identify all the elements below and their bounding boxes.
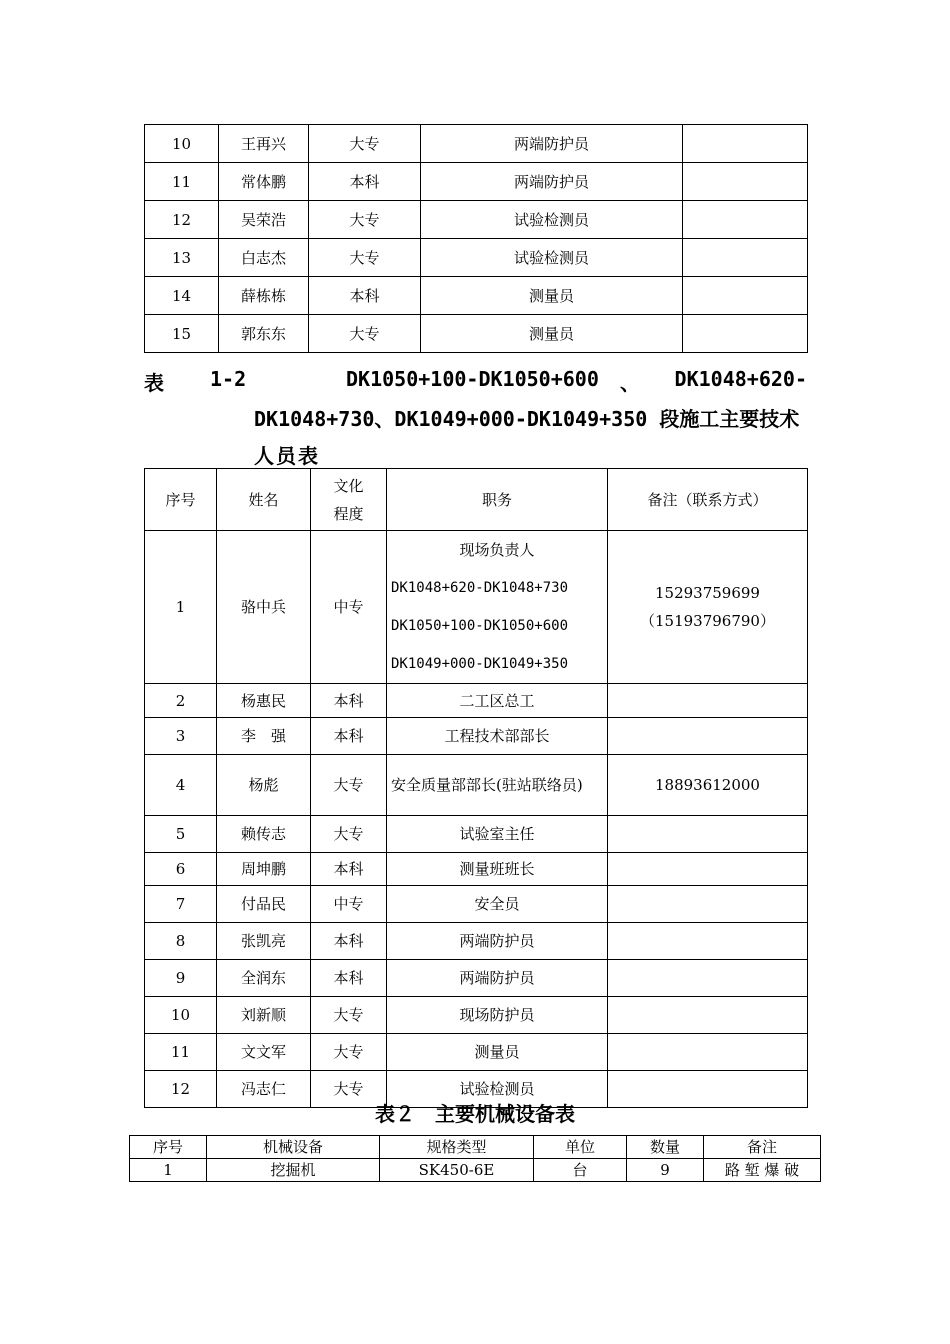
cell-education: 大专 <box>309 125 421 163</box>
cell-role: 两端防护员 <box>421 163 683 201</box>
cell-name: 刘新顺 <box>217 997 311 1034</box>
cell-note <box>608 1034 808 1071</box>
cell-education: 大专 <box>311 1071 387 1108</box>
header-cell: 数量 <box>627 1136 704 1159</box>
cell-name: 杨彪 <box>217 755 311 816</box>
header-education-line2: 程度 <box>333 504 364 523</box>
cell-role: 测量员 <box>421 315 683 353</box>
caption-number: 1-2 <box>210 367 247 391</box>
cell-no: 15 <box>145 315 219 353</box>
table-header-row <box>145 469 808 531</box>
cell-note <box>608 718 808 755</box>
header-role: 职务 <box>387 469 608 531</box>
table-row <box>145 923 808 960</box>
cell-education: 大专 <box>311 816 387 853</box>
cell-no: 12 <box>145 1071 217 1108</box>
table-1-2-caption-line1 <box>144 367 807 397</box>
cell-role: 两端防护员 <box>387 960 608 997</box>
header-cell: 备注 <box>704 1136 821 1159</box>
equipment-table <box>129 1135 821 1182</box>
cell-education: 本科 <box>309 277 421 315</box>
table-row <box>145 531 808 684</box>
cell-note <box>608 923 808 960</box>
cell-name: 全润东 <box>217 960 311 997</box>
header-cell: 序号 <box>130 1136 207 1159</box>
table-row <box>145 163 808 201</box>
cell-note <box>608 684 808 718</box>
cell-note <box>608 853 808 886</box>
cell-no: 4 <box>145 755 217 816</box>
table-1-2-caption-line2: DK1048+730、DK1049+000-DK1049+350 段施工主要技术 <box>254 407 800 431</box>
personnel-table-continued <box>144 124 808 353</box>
cell-role: 试验检测员 <box>387 1071 608 1108</box>
cell-role: 测量员 <box>421 277 683 315</box>
header-no: 序号 <box>145 469 217 531</box>
cell-role: 试验室主任 <box>387 816 608 853</box>
cell-note: 18893612000 <box>608 755 808 816</box>
table-row <box>145 315 808 353</box>
cell-role <box>387 531 608 684</box>
phone-number-alt: （15193796790） <box>640 612 775 630</box>
table-cell: 台 <box>534 1159 627 1182</box>
cell-education: 本科 <box>311 960 387 997</box>
cell-education: 本科 <box>311 684 387 718</box>
header-education <box>311 469 387 531</box>
role-line: DK1049+000-DK1049+350 <box>391 656 569 672</box>
cell-name: 张凯亮 <box>217 923 311 960</box>
cell-name: 薛栋栋 <box>219 277 309 315</box>
table-row <box>145 755 808 816</box>
header-education-line1: 文化 <box>333 476 364 495</box>
cell-education: 中专 <box>311 531 387 684</box>
cell-name: 付品民 <box>217 886 311 923</box>
table-row <box>145 997 808 1034</box>
cell-note <box>683 201 808 239</box>
header-cell: 规格类型 <box>380 1136 534 1159</box>
cell-education: 本科 <box>311 718 387 755</box>
table-row <box>145 1034 808 1071</box>
cell-name: 文文军 <box>217 1034 311 1071</box>
cell-no: 3 <box>145 718 217 755</box>
cell-note <box>683 125 808 163</box>
cell-no: 6 <box>145 853 217 886</box>
cell-name: 周坤鹏 <box>217 853 311 886</box>
cell-role: 试验检测员 <box>421 201 683 239</box>
cell-no: 11 <box>145 1034 217 1071</box>
cell-no: 1 <box>145 531 217 684</box>
cell-name: 郭东东 <box>219 315 309 353</box>
cell-no: 11 <box>145 163 219 201</box>
cell-role: 两端防护员 <box>387 923 608 960</box>
cell-note <box>608 960 808 997</box>
cell-note <box>683 315 808 353</box>
header-note: 备注（联系方式） <box>608 469 808 531</box>
caption-prefix: 表 <box>144 371 166 395</box>
table-row <box>145 816 808 853</box>
cell-name: 赖传志 <box>217 816 311 853</box>
caption-range-1: DK1050+100-DK1050+600 <box>346 367 599 391</box>
header-name: 姓名 <box>217 469 311 531</box>
cell-no: 10 <box>145 125 219 163</box>
cell-education: 大专 <box>309 239 421 277</box>
table-cell: 9 <box>627 1159 704 1182</box>
cell-no: 2 <box>145 684 217 718</box>
table-row <box>145 125 808 163</box>
cell-name: 王再兴 <box>219 125 309 163</box>
cell-note <box>683 163 808 201</box>
cell-education: 大专 <box>309 201 421 239</box>
table-row <box>145 886 808 923</box>
cell-no: 14 <box>145 277 219 315</box>
cell-name: 常体鹏 <box>219 163 309 201</box>
cell-role: 现场防护员 <box>387 997 608 1034</box>
cell-name: 李 强 <box>217 718 311 755</box>
cell-education: 本科 <box>309 163 421 201</box>
role-line: DK1050+100-DK1050+600 <box>391 618 569 634</box>
header-cell: 机械设备 <box>207 1136 380 1159</box>
role-line: DK1048+620-DK1048+730 <box>391 580 569 596</box>
cell-role: 工程技术部部长 <box>387 718 608 755</box>
cell-education: 本科 <box>311 923 387 960</box>
cell-name: 白志杰 <box>219 239 309 277</box>
cell-note <box>608 997 808 1034</box>
cell-no: 10 <box>145 997 217 1034</box>
caption-range-2: DK1048+620- <box>674 367 807 391</box>
table-row <box>145 718 808 755</box>
cell-role: 安全员 <box>387 886 608 923</box>
cell-note <box>608 816 808 853</box>
cell-education: 大专 <box>311 755 387 816</box>
table-row <box>145 201 808 239</box>
cell-name: 骆中兵 <box>217 531 311 684</box>
cell-note <box>683 239 808 277</box>
cell-name: 杨惠民 <box>217 684 311 718</box>
cell-name: 冯志仁 <box>217 1071 311 1108</box>
table-row <box>145 277 808 315</box>
table-cell: SK450-6E <box>380 1159 534 1182</box>
header-cell: 单位 <box>534 1136 627 1159</box>
cell-no: 8 <box>145 923 217 960</box>
table-row <box>145 853 808 886</box>
table-row <box>145 684 808 718</box>
cell-education: 本科 <box>311 853 387 886</box>
table-1-2-caption-line3: 人员表 <box>254 444 320 468</box>
cell-no: 5 <box>145 816 217 853</box>
table-cell: 路 堑 爆 破 <box>704 1159 821 1182</box>
table-row <box>145 239 808 277</box>
cell-note <box>608 531 808 684</box>
cell-name: 吴荣浩 <box>219 201 309 239</box>
cell-education: 大专 <box>309 315 421 353</box>
caption-separator: 、 <box>620 371 642 395</box>
role-line: 现场负责人 <box>459 541 535 559</box>
cell-role: 二工区总工 <box>387 684 608 718</box>
table-cell: 挖掘机 <box>207 1159 380 1182</box>
table-header-row <box>130 1136 821 1159</box>
cell-no: 7 <box>145 886 217 923</box>
cell-role: 安全质量部部长(驻站联络员) <box>387 755 608 816</box>
cell-no: 9 <box>145 960 217 997</box>
cell-no: 13 <box>145 239 219 277</box>
cell-education: 中专 <box>311 886 387 923</box>
cell-note <box>683 277 808 315</box>
cell-education: 大专 <box>311 1034 387 1071</box>
cell-no: 12 <box>145 201 219 239</box>
cell-role: 测量员 <box>387 1034 608 1071</box>
table-row <box>130 1159 821 1182</box>
cell-education: 大专 <box>311 997 387 1034</box>
phone-number: 15293759699 <box>655 584 760 602</box>
table-row <box>145 960 808 997</box>
cell-role: 两端防护员 <box>421 125 683 163</box>
table-cell: 1 <box>130 1159 207 1182</box>
cell-role: 试验检测员 <box>421 239 683 277</box>
cell-role: 测量班班长 <box>387 853 608 886</box>
technical-personnel-table <box>144 468 808 1108</box>
table-2-caption: 表２ 主要机械设备表 <box>375 1102 575 1126</box>
cell-note <box>608 886 808 923</box>
